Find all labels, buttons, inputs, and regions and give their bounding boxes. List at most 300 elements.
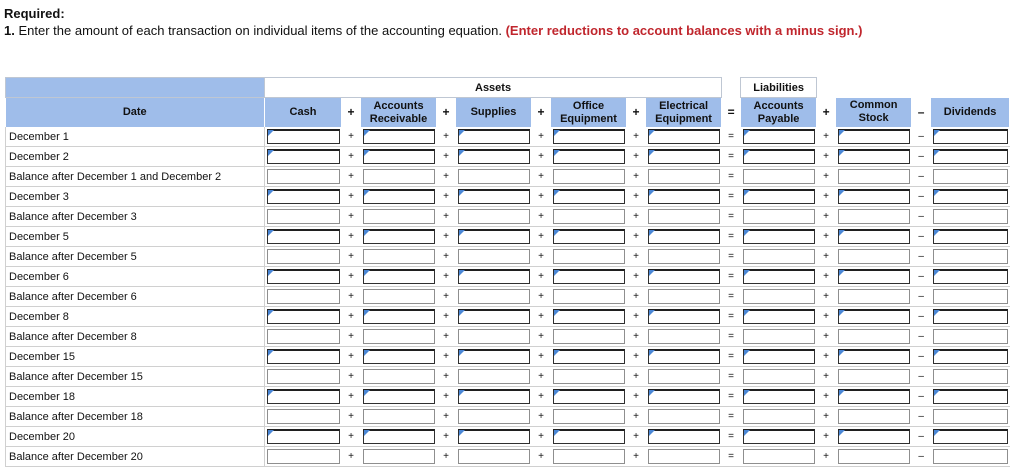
row-date-label: Balance after December 1 and December 2 (6, 167, 265, 187)
dividends-cell (931, 347, 1010, 367)
plus-operator: + (817, 98, 836, 128)
row-date-label: December 2 (6, 147, 265, 167)
input-marker-icon (839, 230, 845, 236)
plus-operator: + (532, 307, 551, 327)
accounts-payable-input[interactable] (743, 369, 815, 384)
electrical-equipment-input[interactable] (648, 189, 720, 204)
plus-operator: + (437, 127, 456, 147)
plus-operator: + (532, 427, 551, 447)
dividends-input[interactable] (933, 449, 1008, 464)
accounts-receivable-input[interactable] (363, 269, 435, 284)
dividends-input[interactable] (933, 309, 1008, 324)
cash-input[interactable] (267, 389, 340, 404)
supplies-input[interactable] (458, 209, 530, 224)
accounts-payable-input[interactable] (743, 209, 815, 224)
electrical-equipment-input[interactable] (648, 409, 720, 424)
plus-operator: + (627, 327, 646, 347)
dividends-cell (931, 147, 1010, 167)
cash-input[interactable] (267, 269, 340, 284)
equals-operator: = (722, 98, 741, 128)
input-marker-icon (839, 310, 845, 316)
dividends-input[interactable] (933, 269, 1008, 284)
accounts-receivable-input[interactable] (363, 149, 435, 164)
accounts-payable-input[interactable] (743, 349, 815, 364)
common-stock-cell (836, 367, 912, 387)
minus-operator: – (912, 127, 931, 147)
instruction-number: 1. (4, 23, 15, 38)
electrical-equipment-cell (646, 427, 722, 447)
common-stock-input[interactable] (838, 209, 910, 224)
input-marker-icon (649, 190, 655, 196)
common-stock-input[interactable] (838, 329, 910, 344)
dividends-input[interactable] (933, 409, 1008, 424)
plus-operator: + (342, 227, 361, 247)
input-marker-icon (744, 310, 750, 316)
plus-operator: + (627, 367, 646, 387)
plus-operator: + (437, 187, 456, 207)
plus-operator: + (342, 187, 361, 207)
accounts-receivable-input[interactable] (363, 329, 435, 344)
office-equipment-input[interactable] (553, 249, 625, 264)
office-equipment-input[interactable] (553, 169, 625, 184)
accounts-payable-cell (741, 287, 817, 307)
plus-operator: + (437, 307, 456, 327)
table-row (6, 127, 1010, 147)
minus-operator: – (912, 247, 931, 267)
cash-input[interactable] (267, 429, 340, 444)
accounts-receivable-cell (361, 267, 437, 287)
office-equipment-input[interactable] (553, 289, 625, 304)
accounts-receivable-input[interactable] (363, 189, 435, 204)
office-equipment-input[interactable] (553, 409, 625, 424)
electrical-equipment-input[interactable] (648, 449, 720, 464)
electrical-equipment-input[interactable] (648, 249, 720, 264)
accounts-receivable-input[interactable] (363, 349, 435, 364)
office-equipment-cell (551, 287, 627, 307)
plus-operator: + (627, 167, 646, 187)
office-equipment-cell (551, 327, 627, 347)
assets-group-header: Assets (265, 78, 722, 98)
plus-operator: + (437, 147, 456, 167)
plus-operator: + (437, 387, 456, 407)
input-marker-icon (364, 150, 370, 156)
common-stock-input[interactable] (838, 389, 910, 404)
plus-operator: + (532, 327, 551, 347)
accounts-receivable-input[interactable] (363, 449, 435, 464)
electrical-equipment-cell (646, 347, 722, 367)
plus-operator: + (817, 147, 836, 167)
supplies-cell (456, 407, 532, 427)
supplies-input[interactable] (458, 389, 530, 404)
input-marker-icon (459, 230, 465, 236)
input-marker-icon (459, 270, 465, 276)
cash-input[interactable] (267, 409, 340, 424)
input-marker-icon (364, 270, 370, 276)
accounts-receivable-cell (361, 347, 437, 367)
accounts-receivable-input[interactable] (363, 289, 435, 304)
electrical-equipment-input[interactable] (648, 329, 720, 344)
electrical-equipment-input[interactable] (648, 349, 720, 364)
cash-input[interactable] (267, 249, 340, 264)
minus-operator: – (912, 327, 931, 347)
input-marker-icon (649, 310, 655, 316)
accounts-payable-input[interactable] (743, 389, 815, 404)
instruction-text (4, 23, 1014, 39)
supplies-input[interactable] (458, 149, 530, 164)
accounts-receivable-input[interactable] (363, 129, 435, 144)
equals-operator: = (722, 167, 741, 187)
common-stock-input[interactable] (838, 309, 910, 324)
plus-operator: + (817, 267, 836, 287)
dividends-input[interactable] (933, 169, 1008, 184)
input-marker-icon (364, 350, 370, 356)
accounts-payable-input[interactable] (743, 409, 815, 424)
electrical-equipment-cell (646, 167, 722, 187)
input-marker-icon (554, 270, 560, 276)
input-marker-icon (364, 230, 370, 236)
accounts-receivable-input[interactable] (363, 409, 435, 424)
electrical-equipment-input[interactable] (648, 269, 720, 284)
accounts-receivable-cell (361, 147, 437, 167)
minus-operator: – (912, 187, 931, 207)
cash-input[interactable] (267, 449, 340, 464)
equals-operator: = (722, 227, 741, 247)
accounts-receivable-input[interactable] (363, 229, 435, 244)
plus-operator: + (627, 407, 646, 427)
supplies-input[interactable] (458, 129, 530, 144)
electrical-equipment-input[interactable] (648, 389, 720, 404)
equals-operator: = (722, 327, 741, 347)
dividends-input[interactable] (933, 349, 1008, 364)
office-equipment-input[interactable] (553, 309, 625, 324)
accounts-payable-cell (741, 267, 817, 287)
row-date-label: Balance after December 8 (6, 327, 265, 347)
plus-operator: + (817, 327, 836, 347)
electrical-equipment-cell (646, 147, 722, 167)
cash-input[interactable] (267, 369, 340, 384)
accounts-payable-input[interactable] (743, 329, 815, 344)
plus-operator: + (342, 98, 361, 128)
input-marker-icon (649, 430, 655, 436)
office-equipment-input[interactable] (553, 369, 625, 384)
electrical-equipment-input[interactable] (648, 429, 720, 444)
cash-cell (265, 367, 342, 387)
common-stock-input[interactable] (838, 429, 910, 444)
office-equipment-cell (551, 127, 627, 147)
input-marker-icon (934, 390, 940, 396)
supplies-cell (456, 387, 532, 407)
plus-operator: + (532, 247, 551, 267)
common-stock-cell (836, 227, 912, 247)
accounts-payable-input[interactable] (743, 249, 815, 264)
input-marker-icon (268, 390, 274, 396)
accounts-receivable-input[interactable] (363, 209, 435, 224)
electrical-equipment-input[interactable] (648, 309, 720, 324)
electrical-equipment-input[interactable] (648, 129, 720, 144)
cash-cell (265, 207, 342, 227)
accounts-receivable-input[interactable] (363, 429, 435, 444)
office-equipment-cell (551, 147, 627, 167)
plus-operator: + (342, 327, 361, 347)
equals-operator: = (722, 347, 741, 367)
input-marker-icon (744, 230, 750, 236)
office-equipment-cell (551, 427, 627, 447)
office-equipment-input[interactable] (553, 429, 625, 444)
office-equipment-input[interactable] (553, 269, 625, 284)
row-date-label: December 15 (6, 347, 265, 367)
cash-input[interactable] (267, 149, 340, 164)
common-stock-input[interactable] (838, 149, 910, 164)
plus-operator: + (532, 447, 551, 467)
accounts-receivable-input[interactable] (363, 249, 435, 264)
electrical-equipment-input[interactable] (648, 369, 720, 384)
office-equipment-input[interactable] (553, 389, 625, 404)
plus-operator: + (342, 147, 361, 167)
office-equipment-cell (551, 367, 627, 387)
dividends-input[interactable] (933, 229, 1008, 244)
office-equipment-cell (551, 167, 627, 187)
supplies-input[interactable] (458, 229, 530, 244)
cash-input[interactable] (267, 129, 340, 144)
office-equipment-input[interactable] (553, 209, 625, 224)
supplies-input[interactable] (458, 409, 530, 424)
cash-input[interactable] (267, 169, 340, 184)
common-stock-input[interactable] (838, 349, 910, 364)
plus-operator: + (817, 347, 836, 367)
input-marker-icon (459, 130, 465, 136)
accounts-payable-input[interactable] (743, 449, 815, 464)
accounts-receivable-cell (361, 427, 437, 447)
supplies-input[interactable] (458, 309, 530, 324)
row-date-label: Balance after December 20 (6, 447, 265, 467)
electrical-equipment-input[interactable] (648, 169, 720, 184)
plus-operator: + (437, 367, 456, 387)
supplies-input[interactable] (458, 429, 530, 444)
office-equipment-input[interactable] (553, 349, 625, 364)
plus-operator: + (437, 98, 456, 128)
common-stock-input[interactable] (838, 289, 910, 304)
accounts-payable-input[interactable] (743, 309, 815, 324)
dividends-input[interactable] (933, 369, 1008, 384)
table-row (6, 227, 1010, 247)
dividends-input[interactable] (933, 189, 1008, 204)
supplies-cell (456, 127, 532, 147)
cash-input[interactable] (267, 209, 340, 224)
office-equipment-cell (551, 187, 627, 207)
supplies-cell (456, 347, 532, 367)
dividends-cell (931, 367, 1010, 387)
plus-operator: + (532, 387, 551, 407)
electrical-equipment-input[interactable] (648, 149, 720, 164)
common-stock-input[interactable] (838, 229, 910, 244)
plus-operator: + (817, 307, 836, 327)
accounts-payable-input[interactable] (743, 169, 815, 184)
plus-operator: + (437, 267, 456, 287)
common-stock-input[interactable] (838, 129, 910, 144)
input-marker-icon (934, 150, 940, 156)
input-marker-icon (554, 150, 560, 156)
dividends-input[interactable] (933, 429, 1008, 444)
office-equipment-cell (551, 227, 627, 247)
office-equipment-cell (551, 347, 627, 367)
plus-operator: + (342, 267, 361, 287)
office-equipment-input[interactable] (553, 149, 625, 164)
supplies-cell (456, 327, 532, 347)
row-date-label: December 18 (6, 387, 265, 407)
common-stock-input[interactable] (838, 269, 910, 284)
plus-operator: + (817, 167, 836, 187)
equals-operator: = (722, 127, 741, 147)
instruction-body: Enter the amount of each transaction on individual items of the accounting equation. (18, 23, 502, 38)
common-stock-input[interactable] (838, 369, 910, 384)
input-marker-icon (744, 150, 750, 156)
input-marker-icon (459, 350, 465, 356)
supplies-cell (456, 267, 532, 287)
accounts-receivable-input[interactable] (363, 389, 435, 404)
plus-operator: + (532, 287, 551, 307)
plus-operator: + (342, 407, 361, 427)
accounts-receivable-input[interactable] (363, 369, 435, 384)
electrical-equipment-input[interactable] (648, 229, 720, 244)
dividends-cell (931, 187, 1010, 207)
supplies-input[interactable] (458, 169, 530, 184)
supplies-input[interactable] (458, 449, 530, 464)
input-marker-icon (839, 350, 845, 356)
electrical-equipment-input[interactable] (648, 209, 720, 224)
accounts-payable-input[interactable] (743, 129, 815, 144)
minus-operator: – (912, 98, 931, 128)
dividends-input[interactable] (933, 329, 1008, 344)
accounts-receivable-cell (361, 307, 437, 327)
common-stock-column-header: Common Stock (836, 98, 912, 128)
supplies-input[interactable] (458, 249, 530, 264)
table-row (6, 187, 1010, 207)
plus-operator: + (532, 127, 551, 147)
office-equipment-input[interactable] (553, 229, 625, 244)
input-marker-icon (839, 190, 845, 196)
plus-operator: + (532, 187, 551, 207)
dividends-cell (931, 307, 1010, 327)
common-stock-input[interactable] (838, 249, 910, 264)
accounts-payable-cell (741, 327, 817, 347)
accounts-payable-input[interactable] (743, 289, 815, 304)
minus-operator: – (912, 407, 931, 427)
minus-operator: – (912, 287, 931, 307)
plus-operator: + (437, 327, 456, 347)
supplies-cell (456, 187, 532, 207)
electrical-equipment-cell (646, 367, 722, 387)
accounts-receivable-input[interactable] (363, 169, 435, 184)
dividends-cell (931, 227, 1010, 247)
plus-operator: + (437, 287, 456, 307)
common-stock-input[interactable] (838, 449, 910, 464)
cash-cell (265, 187, 342, 207)
supplies-input[interactable] (458, 349, 530, 364)
cash-input[interactable] (267, 229, 340, 244)
row-date-label: Balance after December 15 (6, 367, 265, 387)
date-column-header: Date (6, 98, 265, 128)
table-row (6, 427, 1010, 447)
minus-operator: – (912, 207, 931, 227)
minus-operator: – (912, 427, 931, 447)
plus-operator: + (342, 207, 361, 227)
supplies-input[interactable] (458, 289, 530, 304)
input-marker-icon (934, 350, 940, 356)
common-stock-input[interactable] (838, 169, 910, 184)
supplies-input[interactable] (458, 269, 530, 284)
dividends-cell (931, 167, 1010, 187)
cash-input[interactable] (267, 329, 340, 344)
row-date-label: Balance after December 3 (6, 207, 265, 227)
dividends-input[interactable] (933, 389, 1008, 404)
dividends-cell (931, 447, 1010, 467)
supplies-input[interactable] (458, 369, 530, 384)
plus-operator: + (817, 367, 836, 387)
plus-operator: + (817, 387, 836, 407)
office-equipment-input[interactable] (553, 449, 625, 464)
input-marker-icon (554, 430, 560, 436)
accounts-payable-input[interactable] (743, 149, 815, 164)
plus-operator: + (342, 427, 361, 447)
accounts-receivable-input[interactable] (363, 309, 435, 324)
electrical-equipment-input[interactable] (648, 289, 720, 304)
dividends-input[interactable] (933, 149, 1008, 164)
common-stock-cell (836, 347, 912, 367)
office-equipment-input[interactable] (553, 329, 625, 344)
equals-operator: = (722, 407, 741, 427)
plus-operator: + (532, 98, 551, 128)
plus-operator: + (627, 267, 646, 287)
input-marker-icon (364, 130, 370, 136)
supplies-input[interactable] (458, 329, 530, 344)
dividends-input[interactable] (933, 289, 1008, 304)
input-marker-icon (839, 390, 845, 396)
dividends-input[interactable] (933, 209, 1008, 224)
cash-input[interactable] (267, 349, 340, 364)
office-equipment-cell (551, 387, 627, 407)
input-marker-icon (459, 190, 465, 196)
electrical-equipment-cell (646, 267, 722, 287)
supplies-cell (456, 427, 532, 447)
office-equipment-input[interactable] (553, 129, 625, 144)
table-row (6, 407, 1010, 427)
input-marker-icon (744, 430, 750, 436)
dividends-input[interactable] (933, 249, 1008, 264)
cash-input[interactable] (267, 289, 340, 304)
accounts-payable-input[interactable] (743, 229, 815, 244)
cash-input[interactable] (267, 189, 340, 204)
required-label: Required: (4, 6, 65, 21)
plus-operator: + (342, 167, 361, 187)
plus-operator: + (437, 167, 456, 187)
cash-input[interactable] (267, 309, 340, 324)
accounts-payable-input[interactable] (743, 429, 815, 444)
common-stock-input[interactable] (838, 409, 910, 424)
input-marker-icon (268, 350, 274, 356)
common-stock-input[interactable] (838, 189, 910, 204)
dividends-input[interactable] (933, 129, 1008, 144)
equals-operator: = (722, 247, 741, 267)
accounts-payable-input[interactable] (743, 189, 815, 204)
office-equipment-input[interactable] (553, 189, 625, 204)
office-equipment-cell (551, 447, 627, 467)
table-row (6, 367, 1010, 387)
accounts-payable-input[interactable] (743, 269, 815, 284)
accounts-receivable-cell (361, 367, 437, 387)
table-row (6, 247, 1010, 267)
supplies-input[interactable] (458, 189, 530, 204)
common-stock-cell (836, 287, 912, 307)
